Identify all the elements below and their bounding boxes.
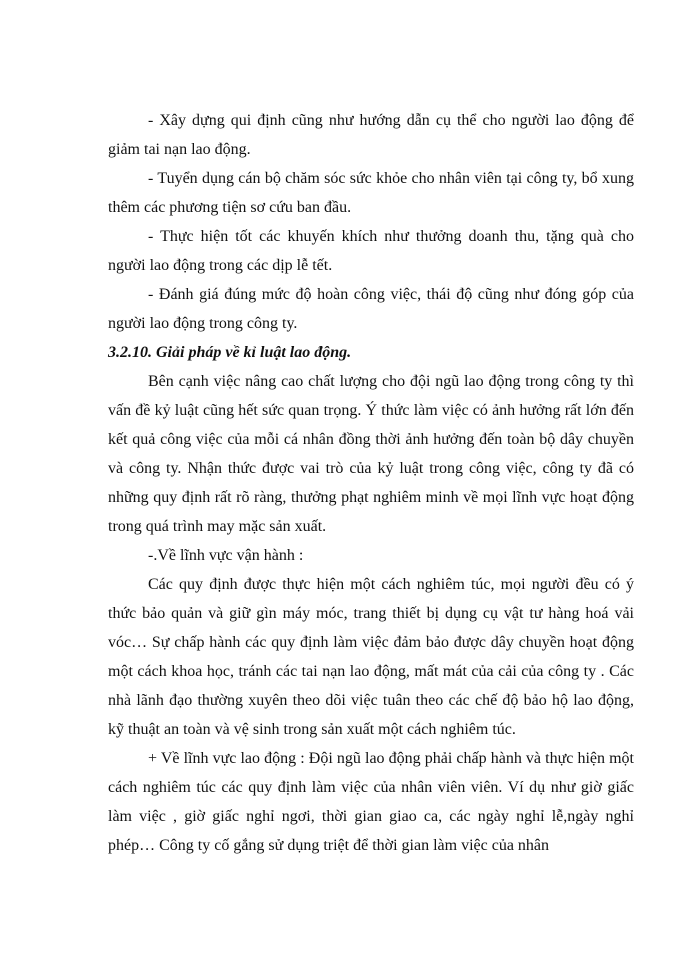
bullet-item: - Đánh giá đúng mức độ hoàn công việc, thái độ cũng như đóng góp của người lao động trong công ty. — [108, 286, 634, 332]
subsection-label: -.Về lĩnh vực vận hành : — [148, 547, 304, 564]
body-paragraph: Các quy định được thực hiện một cách nghiêm túc, mọi người đều có ý thức bảo quản và giữ gìn máy móc, trang thiết bị dụng cụ vật tư hàng hoá vải vóc… Sự chấp hành các quy định làm việc đảm bảo được dây chuyền hoạt động một cách khoa học, tránh các tai nạn lao động, mất mát của cải của công ty . Các nhà lãnh đạo thường xuyên theo dõi việc tuân theo các chế độ bảo hộ lao động, kỹ thuật an toàn và vệ sinh trong sản xuất một cách nghiêm túc. — [108, 576, 634, 738]
body-paragraph: Bên cạnh việc nâng cao chất lượng cho đội ngũ lao động trong công ty thì vấn đề kỷ luật cũng hết sức quan trọng. Ý thức làm việc có ảnh hưởng rất lớn đến kết quả công việc của mỗi cá nhân đồng thời ảnh hưởng đến toàn bộ dây chuyền và công ty. Nhận thức được vai trò của kỷ luật trong công việc, công ty đã có những quy định rất rõ ràng, thưởng phạt nghiêm minh về mọi lĩnh vực hoạt động trong quá trình may mặc sản xuất. — [108, 373, 634, 535]
section-heading: 3.2.10. Giải pháp về kỉ luật lao động. — [108, 344, 352, 361]
body-paragraph: + Về lĩnh vực lao động : Đội ngũ lao động phải chấp hành và thực hiện một cách nghiêm túc các quy định làm việc của nhân viên viên. Ví dụ như giờ giấc làm việc , giờ giấc nghỉ ngơi, thời gian giao ca, các ngày nghỉ lễ,ngày nghỉ phép… Công ty cố gắng sử dụng triệt để thời gian làm việc của nhân — [108, 750, 634, 854]
document-body — [108, 106, 634, 860]
bullet-item: - Thực hiện tốt các khuyến khích như thưởng doanh thu, tặng quà cho người lao động trong các dịp lễ tết. — [108, 228, 634, 274]
bullet-item: - Tuyển dụng cán bộ chăm sóc sức khỏe cho nhân viên tại công ty, bổ xung thêm các phương tiện sơ cứu ban đầu. — [108, 170, 634, 216]
bullet-item: - Xây dựng qui định cũng như hướng dẫn cụ thể cho người lao động để giảm tai nạn lao động. — [108, 112, 634, 158]
